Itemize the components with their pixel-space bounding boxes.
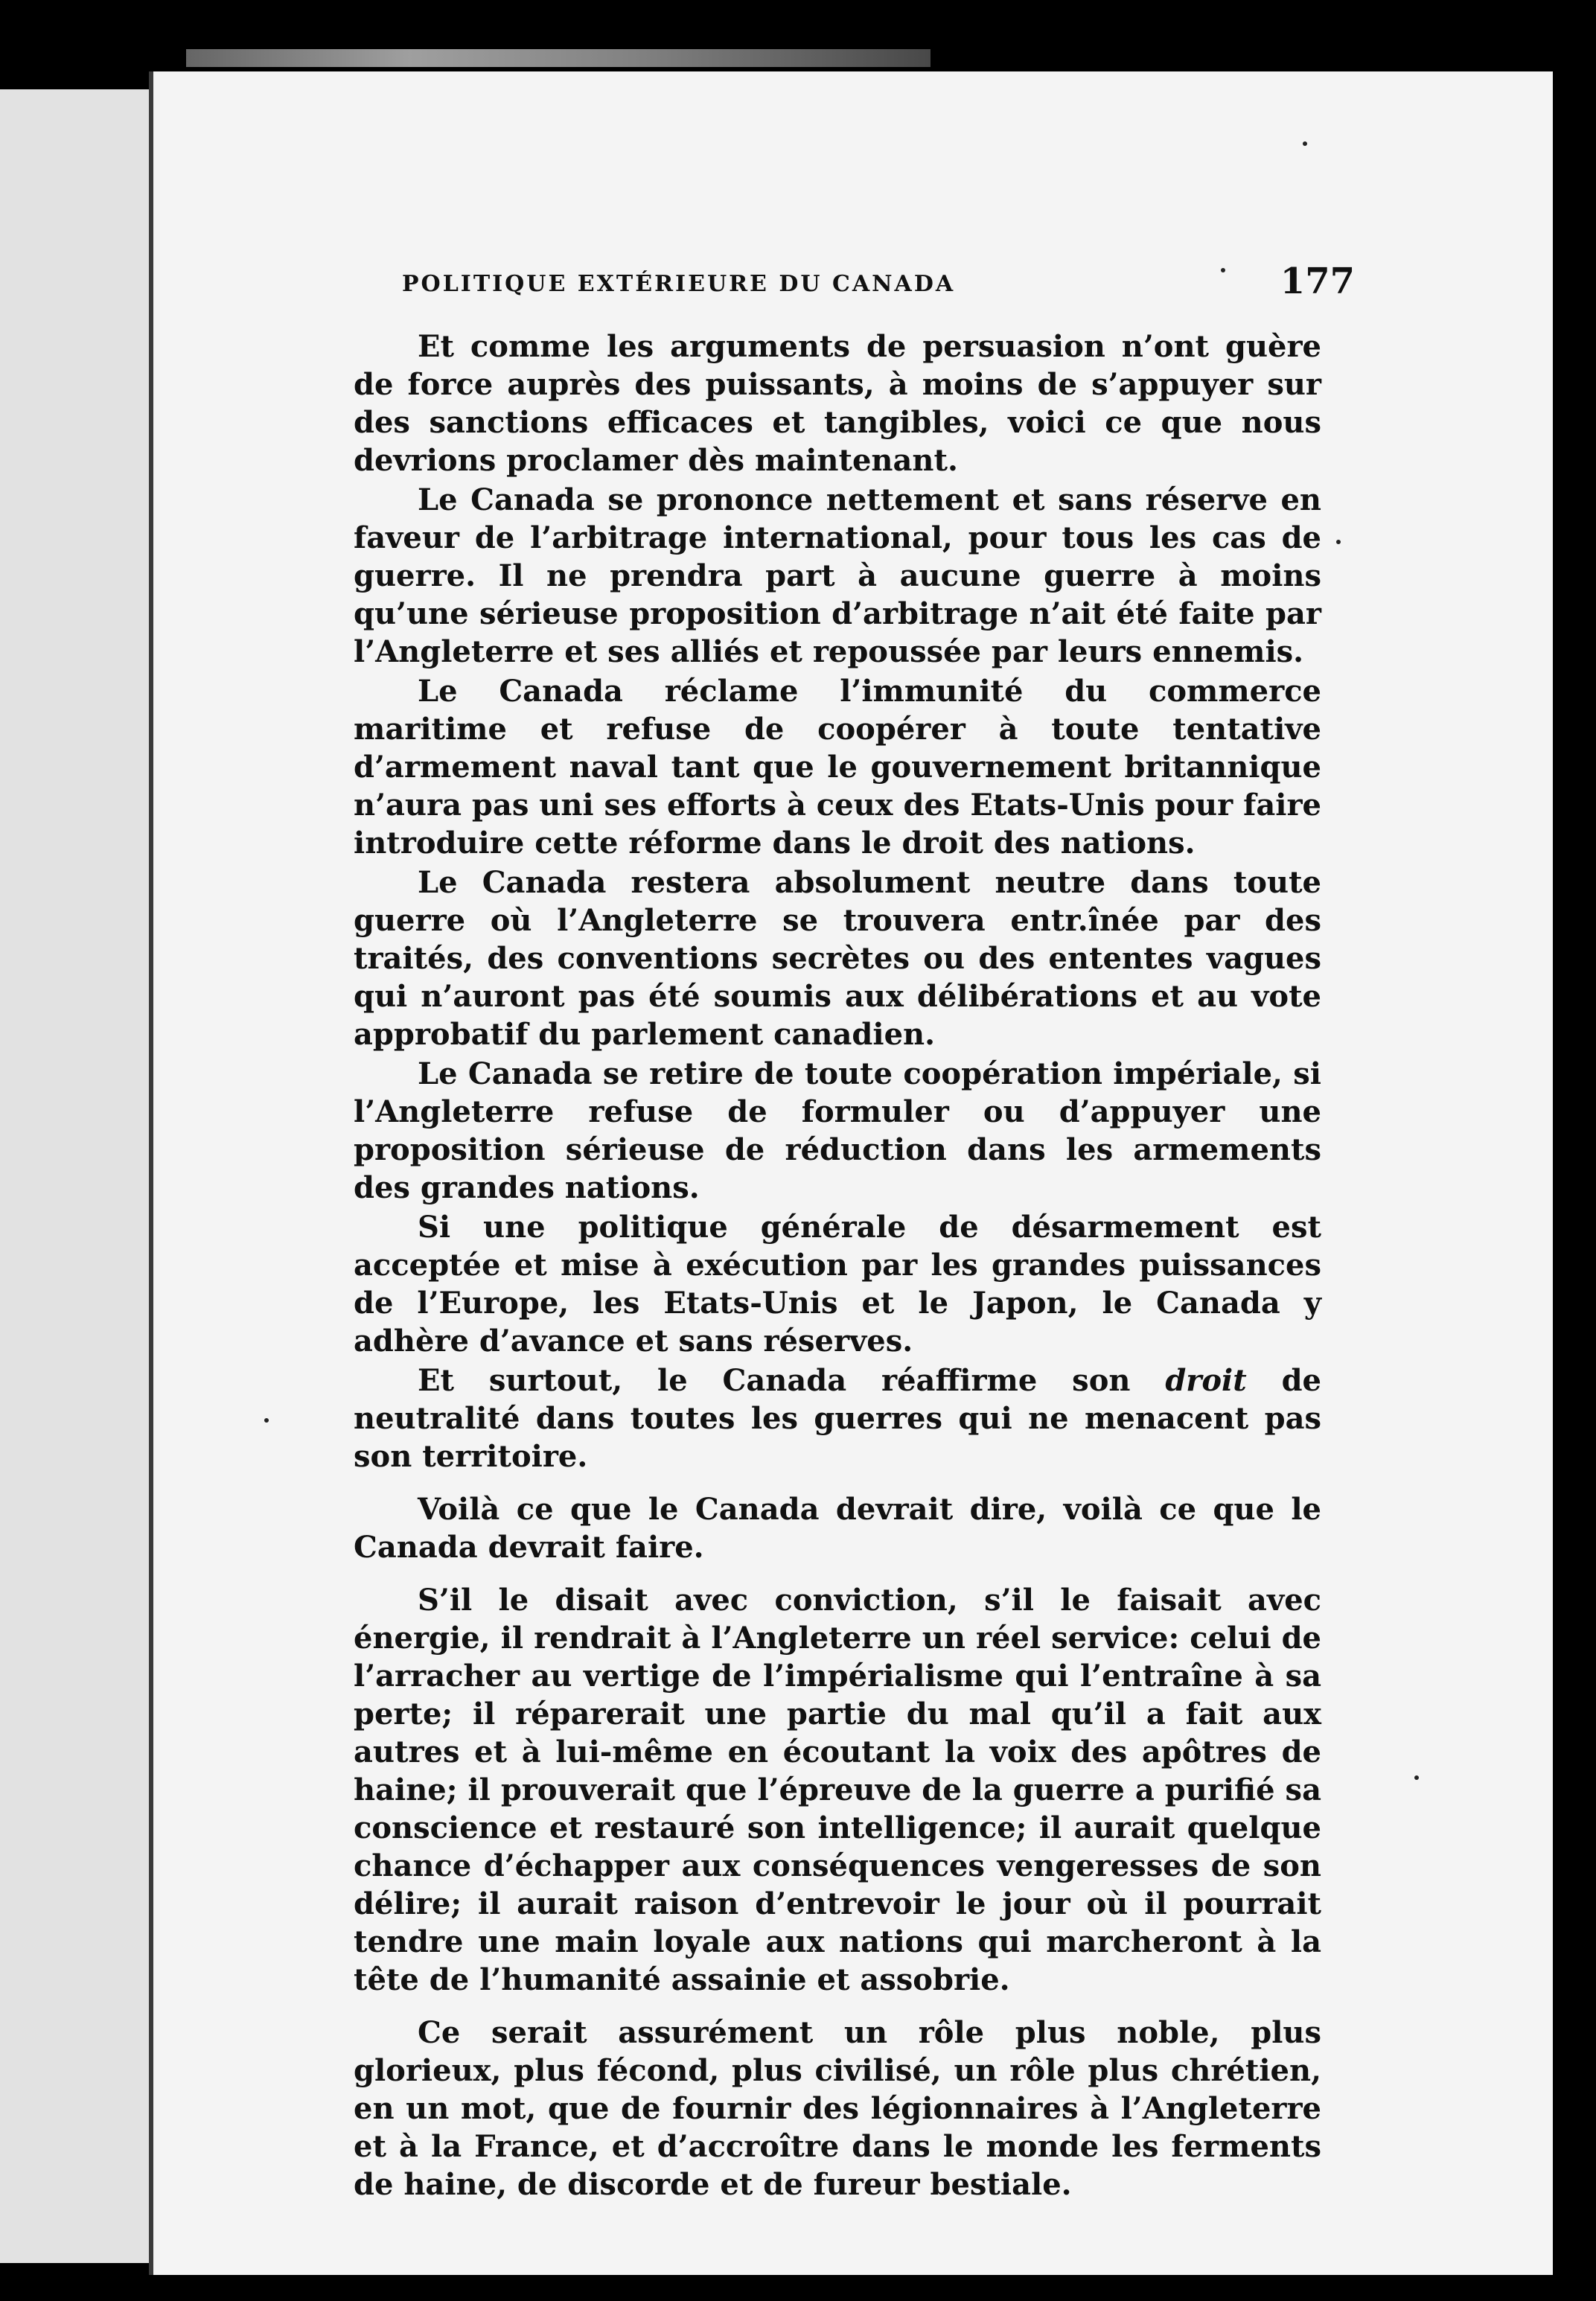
body-text (354, 328, 1321, 2205)
paragraph: Et comme les arguments de persuasion n’ont guère de force auprès des puissants, à moins de s’appuyer sur des sanctions efficaces et tangibles, voici ce que nous devrions proclamer dès maintenant. (354, 329, 1321, 478)
paragraph-text: de neutralité dans toutes les guerres qui ne menacent pas son territoire. (354, 1363, 1322, 1474)
paragraph: Le Canada restera absolument neutre dans toute guerre où l’Angleterre se trouvera entr.înée par des traités, des conventions secrètes ou des ententes vagues qui n’auront pas été soumis aux délibérations et au vote approbatif du parlement canadien. (354, 865, 1321, 1052)
paragraph: S’il le disait avec conviction, s’il le faisait avec énergie, il rendrait à l’Angleterre un réel service: celui de l’arracher au vertige de l’impérialisme qui l’entraîne à sa perte; il réparerait une partie du mal qu’il a fait aux autres et à lui-même en écoutant la voix des apôtres de haine; il prouverait que l’épreuve de la guerre a purifié sa conscience et restauré son intelligence; il aurait quelque chance d’échapper aux conséquences vengeresses de son délire; il aurait raison d’entrevoir le jour où il pourrait tendre une main loyale aux nations qui marcheront à la tête de l’humanité assainie et assobrie. (354, 1583, 1321, 1997)
scan-edge-strip (186, 49, 931, 67)
paragraph-text: Et surtout, le Canada réaffirme son (418, 1363, 1166, 1398)
paragraph: Si une politique générale de désarmement est acceptée et mise à exécution par les grandes puissances de l’Europe, les Etats-Unis et le Japon, le Canada y adhère d’avance et sans réserves. (354, 1210, 1321, 1359)
paragraph-droit (354, 1362, 1321, 1477)
paragraph: Le Canada se prononce nettement et sans réserve en faveur de l’arbitrage international, pour tous les cas de guerre. Il ne prendra part à aucune guerre à moins qu’une sérieuse proposition d’arbitrage n’ait été faite par l’Angleterre et ses alliés et repoussée par leurs ennemis. (354, 482, 1321, 669)
running-head (402, 261, 1355, 313)
scan-speck (1336, 540, 1341, 544)
paragraph: Le Canada réclame l’immunité du commerce maritime et refuse de coopérer à toute tentative d’armement naval tant que le gouvernement britannique n’aura pas uni ses efforts à ceux des Etats-Unis pour faire introduire cette réforme dans le droit des nations. (354, 674, 1321, 861)
paragraph: Le Canada se retire de toute coopération impériale, si l’Angleterre refuse de formuler ou d’appuyer une proposition sérieuse de réduction dans les armements des grandes nations. (354, 1056, 1321, 1205)
scan-speck (1303, 141, 1307, 146)
page-number: 177 (1280, 261, 1355, 302)
facing-page-edge (0, 89, 149, 2263)
scan-speck (1414, 1775, 1419, 1780)
paragraph: Ce serait assurément un rôle plus noble, plus glorieux, plus fécond, plus civilisé, un rôle plus chrétien, en un mot, que de fournir des légionnaires à l’Angleterre et à la France, et d’accroître dans le monde les ferments de haine, de discorde et de fureur bestiale. (354, 2015, 1321, 2202)
scan-speck (264, 1418, 269, 1423)
emphasis-text: droit (1165, 1363, 1247, 1398)
scan-speck (1221, 268, 1225, 272)
running-title: POLITIQUE EXTÉRIEURE DU CANADA (402, 271, 956, 297)
paragraph: Voilà ce que le Canada devrait dire, voilà ce que le Canada devrait faire. (354, 1492, 1321, 1565)
